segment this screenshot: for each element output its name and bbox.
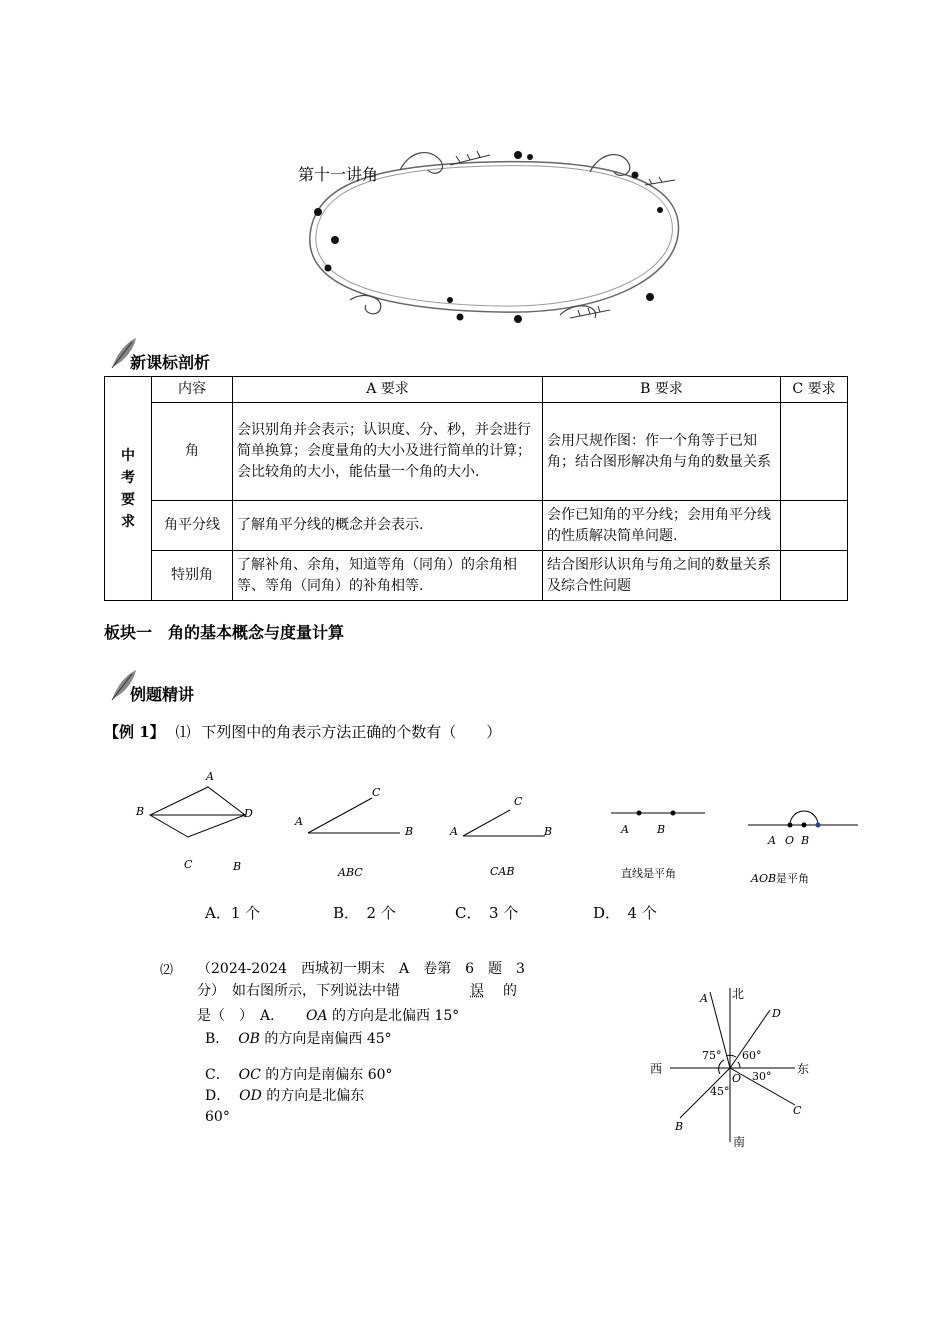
side-label-char: 求 <box>121 513 135 530</box>
q2-line-2: 分） 如右图所示，下列说法中错 <box>197 983 400 999</box>
fig2-label-a: A <box>295 815 303 828</box>
row-c <box>781 501 848 551</box>
q1-number: ⑴ <box>175 723 191 741</box>
q2-option-c-text: 的方向是南偏东 60° <box>265 1067 393 1083</box>
header-content: 内容 <box>152 377 233 403</box>
q2-option-a-subject: OA <box>306 1008 328 1024</box>
figure-straight-angle <box>740 800 865 895</box>
q2-option-c-letter: C． <box>205 1067 230 1083</box>
fig3-label-a: A <box>450 825 458 838</box>
compass-angle-45: 45° <box>710 1085 730 1098</box>
figure-angle-abc <box>290 780 420 880</box>
fig1-label-a: A <box>206 770 214 783</box>
fig1-label-b2: B <box>233 860 242 873</box>
section-analysis-title: 新课标剖析 <box>130 353 211 372</box>
option-c[interactable]: C． 3 个 <box>455 904 519 922</box>
example1-question1 <box>104 721 501 742</box>
row-b: 结合图形认识角与角之间的数量关系及综合性问题 <box>543 551 781 601</box>
q2-number: ⑵ <box>160 963 174 978</box>
side-label-char: 要 <box>121 491 135 508</box>
fig2-label-b: B <box>405 825 414 838</box>
compass-south: 南 <box>733 1135 746 1149</box>
q2-option-a[interactable] <box>306 1005 459 1027</box>
fig5-caption-rest: 是平角 <box>776 872 810 885</box>
examples-title: 例题精讲 <box>130 685 195 704</box>
q2-option-a-text: 的方向是北偏西 15° <box>332 1008 460 1024</box>
side-label-cell <box>105 377 152 601</box>
fig5-label-b: B <box>801 834 810 847</box>
block-title: 板块一 角的基本概念与度量计算 <box>104 623 345 642</box>
fig5-caption <box>750 871 809 885</box>
row-b: 会作已知角的平分线；会用角平分线的性质解决简单问题. <box>543 501 781 551</box>
compass-east: 东 <box>797 1062 810 1076</box>
figure-angle-cab <box>445 790 575 880</box>
compass-ray-c: C <box>793 1104 802 1117</box>
requirements-table <box>104 376 848 601</box>
row-c <box>781 403 848 501</box>
fig4-label-b: B <box>657 823 666 836</box>
q1-text: 下列图中的角表示方法正确的个数有（ ） <box>201 723 502 741</box>
row-a: 会识别角并会表示；认识度、分、秒，并会进行简单换算；会度量角的大小及进行简单的计算；会比较角的大小，能估量一个角的大小. <box>233 403 543 501</box>
side-label-char: 中 <box>121 447 135 464</box>
compass-north: 北 <box>732 987 745 1001</box>
q2-option-b-subject: OB <box>238 1031 260 1047</box>
compass-west: 西 <box>650 1062 663 1076</box>
fig3-label-b: B <box>544 825 553 838</box>
q2-option-b-letter: B． <box>205 1031 230 1047</box>
option-b[interactable]: B． 2 个 <box>333 904 396 922</box>
q2-line-4: 是（ ） A． <box>197 1008 285 1024</box>
row-content: 角平分线 <box>152 501 233 551</box>
header-a: A 要求 <box>233 377 543 403</box>
header-b: B 要求 <box>543 377 781 403</box>
option-d[interactable]: D． 4 个 <box>593 904 657 922</box>
row-content: 特别角 <box>152 551 233 601</box>
fig2-label-c: C <box>372 786 381 799</box>
fig2-caption: ABC <box>338 866 363 879</box>
fig5-caption-italic: AOB <box>751 872 777 885</box>
fig1-label-d: D <box>244 807 253 820</box>
q2-option-d-subject: OD <box>239 1088 262 1104</box>
fig4-label-a: A <box>621 823 629 836</box>
compass-origin: O <box>732 1072 742 1085</box>
fig3-label-c: C <box>514 795 523 808</box>
q2-option-d[interactable] <box>205 1085 364 1107</box>
fig4-caption: 直线是平角 <box>621 867 676 880</box>
option-a[interactable]: A．1 个 <box>205 904 261 922</box>
compass-angle-75: 75° <box>702 1049 722 1062</box>
compass-angle-30: 30° <box>752 1070 772 1083</box>
q2-option-b[interactable] <box>205 1028 392 1050</box>
lecture-title: 第十一讲角 <box>298 165 379 184</box>
compass-angle-60: 60° <box>742 1049 762 1062</box>
q2-option-d-letter: D． <box>205 1088 231 1104</box>
q2-line-1: （2024-2024 西城初一期末 A 卷第 6 题 3 <box>197 961 525 977</box>
example-label: 【例 1】 <box>104 723 165 741</box>
q2-wrong-char: 误 <box>470 983 484 999</box>
q2-option-b-text: 的方向是南偏西 45° <box>264 1031 392 1047</box>
row-b: 会用尺规作图：作一个角等于已知角；结合图形解决角与角的数量关系 <box>543 403 781 501</box>
q2-line-3: 的 <box>503 983 517 999</box>
fig1-label-b: B <box>136 805 145 818</box>
q2-tail: 60° <box>205 1109 230 1125</box>
fig5-label-a: A <box>768 834 776 847</box>
fig5-label-o: O <box>785 834 795 847</box>
fig3-caption: CAB <box>490 865 515 878</box>
q2-option-d-text: 的方向是北偏东 <box>266 1088 365 1104</box>
q2-option-c[interactable] <box>205 1064 393 1086</box>
row-content: 角 <box>152 403 233 501</box>
row-a: 了解补角、余角，知道等角（同角）的余角相等、等角（同角）的补角相等. <box>233 551 543 601</box>
header-c: C 要求 <box>781 377 848 403</box>
fig1-label-c: C <box>184 858 193 871</box>
side-label-char: 考 <box>121 469 135 486</box>
compass-figure <box>640 980 820 1155</box>
figure-quadrilateral <box>130 765 260 875</box>
compass-ray-b: B <box>675 1120 684 1133</box>
q2-option-c-subject: OC <box>238 1067 261 1083</box>
row-c <box>781 551 848 601</box>
row-a: 了解角平分线的概念并会表示. <box>233 501 543 551</box>
compass-ray-d: D <box>772 1007 781 1020</box>
compass-ray-a: A <box>700 992 708 1005</box>
figure-straight-line <box>605 795 715 885</box>
